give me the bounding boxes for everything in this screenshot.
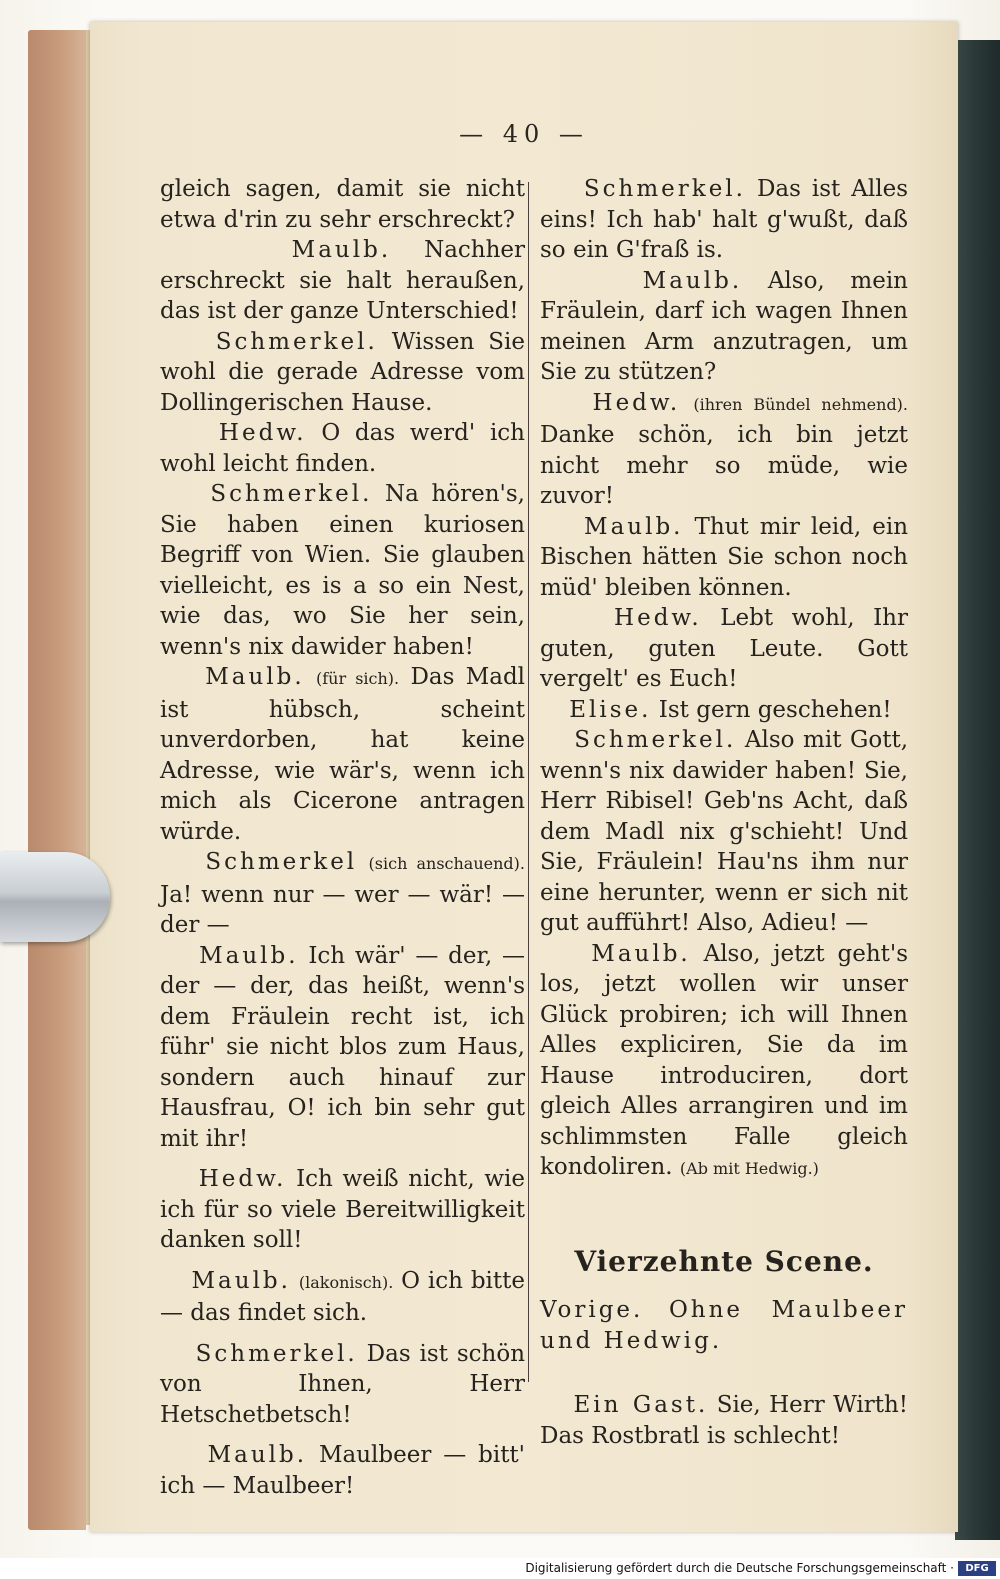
stage-direction: (lakonisch). (298, 1272, 394, 1292)
dialogue-text: Lebt wohl, Ihr guten, guten Leute. Gott vergelt' es Euch! (540, 605, 908, 692)
dialogue-line (540, 512, 908, 604)
speaker-name: Schmerkel. (210, 481, 373, 507)
dialogue-line (160, 847, 525, 941)
page-number: — 40 — (459, 120, 589, 148)
dialogue-line (540, 174, 908, 266)
cast-text: Ohne Maulbeer und Hedwig. (540, 1297, 908, 1354)
dialogue-line (160, 235, 525, 327)
paragraph-text: gleich sagen, damit sie nicht etwa d'rin zu sehr erschreckt? (160, 176, 525, 233)
dialogue-line (540, 725, 908, 939)
footer-credit: Digitalisierung gefördert durch die Deutsche Forschungsgemeinschaft · (525, 1561, 954, 1575)
dialogue-text: Das ist schön von Ihnen, Herr Hetschetbetsch! (160, 1340, 526, 1428)
cast-line (540, 1295, 908, 1356)
stage-direction: (für sich). (316, 669, 400, 688)
dialogue-text: Na hören's, Sie haben einen kuriosen Begriff von Wien. Sie glauben vielleicht, es is a so ein Nest, wie das, wo Sie her sein, wenn's nix dawider haben! (160, 481, 525, 660)
speaker-name: Schmerkel (205, 849, 358, 875)
dialogue-text: O ich bitte — das findet sich. (160, 1267, 525, 1326)
dialogue-line (160, 327, 525, 419)
dialogue-text: Wissen Sie wohl die gerade Adresse vom Dollingerischen Hause. (160, 328, 526, 416)
cast-label: Vorige. (540, 1297, 644, 1323)
book-cover-right (955, 40, 1000, 1540)
stage-direction: (sich anschauend). (368, 854, 525, 873)
speaker-name: Hedw. (614, 605, 702, 631)
speaker-name: Maulb. (591, 940, 691, 967)
dialogue-line (160, 662, 525, 847)
dialogue-text: Das ist Alles eins! Ich hab' halt g'wußt, daß so ein G'fraß is. (540, 176, 909, 263)
dialogue-text: Also, jetzt geht's los, jetzt wollen wir unser Glück probiren; ich will Ihnen Alles expliciren, Sie da im Hause introduciren, dort gleich Alles arrangiren und im schlimmsten Falle gleich kondoliren. (540, 940, 909, 1180)
speaker-name: Maulb. (207, 1442, 308, 1468)
book-cover-left (28, 30, 86, 1530)
dialogue-text: Das Madl ist hübsch, scheint unverdorben, hat keine Adresse, wie wär's, wenn ich mich als Cicerone antragen würde. (160, 664, 526, 845)
speaker-name: Maulb. (205, 664, 305, 690)
dialogue-line (540, 1390, 908, 1451)
dialogue-text: O das werd' ich wohl leicht finden. (160, 420, 525, 477)
dialogue-text: Danke schön, ich bin jetzt nicht mehr so müde, wie zuvor! (540, 422, 908, 509)
speaker-name: Maulb. (191, 1267, 291, 1294)
dialogue-line (160, 941, 525, 1155)
dialogue-line (540, 939, 908, 1185)
right-column (540, 174, 908, 1451)
column-divider (528, 182, 529, 1382)
book-page (90, 22, 958, 1532)
speaker-name: Elise. (569, 696, 652, 723)
speaker-name: Maulb. (642, 267, 743, 294)
speaker-name: Schmerkel. (574, 727, 737, 753)
footer-bar (0, 1558, 1000, 1579)
dialogue-line (160, 479, 525, 662)
dialogue-line (160, 418, 525, 479)
dialogue-text: Thut mir leid, ein Bischen hätten Sie schon noch müd' bleiben können. (540, 513, 909, 601)
dialogue-text: Ich wär' — der, — der — der, das heißt, wenn's dem Fräulein recht ist, ich führ' sie nicht blos zum Haus, sondern auch hinauf zur Hausfrau, O! ich bin sehr gut mit ihr! (160, 942, 526, 1152)
speaker-name: Maulb. (199, 942, 299, 969)
dialogue-text: Ich weiß nicht, wie ich für so viele Bereitwilligkeit danken soll! (160, 1166, 526, 1253)
speaker-name: Hedw. (218, 420, 307, 446)
dfg-logo-icon: DFG (958, 1561, 996, 1576)
stage-direction: (ihren Bündel nehmend). (693, 394, 909, 414)
dialogue-line (160, 1339, 525, 1431)
speaker-name: Schmerkel. (215, 328, 378, 355)
dialogue-line (160, 1164, 525, 1256)
speaker-name: Schmerkel. (195, 1340, 358, 1367)
dialogue-line (160, 1440, 525, 1501)
speaker-name: Maulb. (584, 513, 684, 540)
paragraph (160, 174, 525, 235)
dialogue-text: Also mit Gott, wenn's nix dawider haben! Sie, Herr Ribisel! Geb'ns Acht, daß dem Madl nix g'schieht! Und Sie, Fräulein! Hau'ns ihm nur eine herunter, wenn er sich nit gut aufführt! Also, Adieu! — (540, 727, 909, 936)
dialogue-line (160, 1266, 525, 1329)
dialogue-text: Ist gern geschehen! (658, 696, 892, 723)
speaker-name: Hedw. (198, 1166, 287, 1192)
page-clip (0, 852, 110, 942)
scene-title: Vierzehnte Scene. (574, 1244, 874, 1278)
dialogue-line (540, 695, 908, 726)
left-column (160, 174, 525, 1501)
dialogue-text: Nachher erschreckt sie halt heraußen, das ist der ganze Unterschied! (160, 237, 526, 324)
speaker-name: Maulb. (291, 237, 392, 263)
dialogue-line (540, 266, 908, 388)
dialogue-text: Maulbeer — bitt' ich — Maulbeer! (160, 1442, 525, 1499)
speaker-name: Ein Gast. (573, 1392, 709, 1418)
dialogue-text: Also, mein Fräulein, darf ich wagen Ihnen meinen Arm anzutragen, um Sie zu stützen? (540, 267, 908, 385)
dialogue-text: Sie, Herr Wirth! Das Rostbratl is schlecht! (540, 1392, 909, 1449)
speaker-name: Hedw. (592, 389, 681, 416)
stage-direction: (Ab mit Hedwig.) (679, 1159, 819, 1178)
dialogue-text: Ja! wenn nur — wer — wär! — der — (160, 881, 525, 938)
dialogue-line (540, 603, 908, 695)
dialogue-line (540, 388, 908, 512)
speaker-name: Schmerkel. (583, 176, 746, 202)
